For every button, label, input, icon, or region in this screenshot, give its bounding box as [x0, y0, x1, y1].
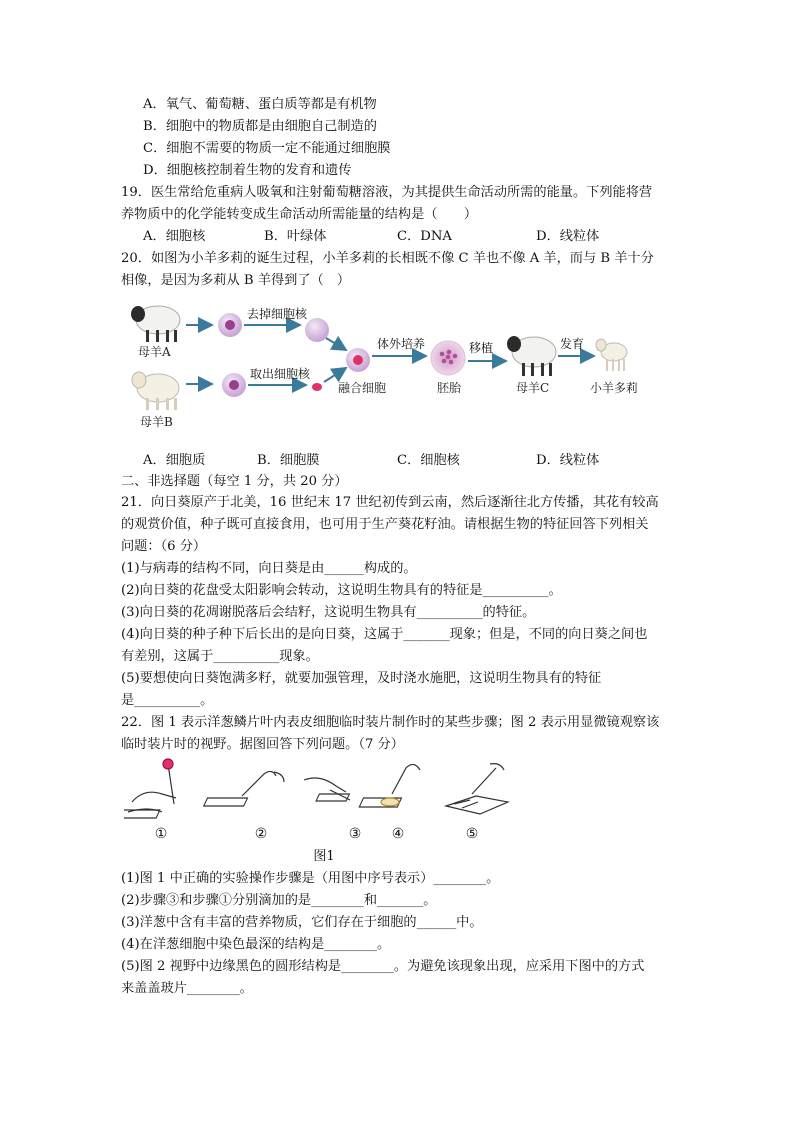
fused-cell-label: 融合细胞 — [338, 381, 387, 395]
culture-label: 体外培养 — [377, 337, 426, 351]
dolly-cloning-diagram — [124, 292, 644, 442]
q20-option-d: D．线粒体 — [536, 453, 600, 468]
sheep-a-label: 母羊A — [138, 345, 171, 359]
transplant-label: 移植 — [469, 341, 494, 355]
body-cell-b — [222, 373, 246, 397]
step-label-4: ④ — [391, 826, 405, 842]
q18-option-b: B．细胞中的物质都是由细胞自己制造的 — [143, 119, 377, 134]
step-3-hand-slide-icon — [304, 778, 350, 801]
figure-1-caption: 图1 — [313, 849, 335, 864]
q19-option-d: D．线粒体 — [536, 229, 600, 244]
q18-option-c: C．细胞不需要的物质一定不能通过细胞膜 — [143, 141, 391, 156]
step-1-dropper-icon — [124, 759, 176, 818]
q22-item-5-cont: 来盖盖玻片________。 — [121, 981, 253, 996]
take-nucleus-label: 取出细胞核 — [250, 367, 311, 381]
q21-stem-line1: 21．向日葵原产于北美，16 世纪末 17 世纪初传到云南，然后逐渐往北方传播，其花有较高 — [121, 495, 659, 510]
nucleus-b — [312, 383, 322, 391]
q20-stem-line1: 20．如图为小羊多莉的诞生过程，小羊多莉的长相既不像 C 羊也不像 A 羊，而与 B 羊十分 — [121, 251, 654, 266]
q22-stem-line2: 临时装片时的视野。据图回答下列问题。（7 分） — [121, 737, 404, 752]
q20-option-b: B．细胞膜 — [257, 453, 320, 468]
dolly-label: 小羊多莉 — [590, 381, 639, 395]
slide-preparation-figure — [124, 754, 524, 864]
step-4-coverslip-icon — [359, 764, 420, 807]
q19-option-b: B．叶绿体 — [264, 229, 327, 244]
q19-option-c: C．DNA — [397, 229, 452, 244]
dolly-lamb-icon — [596, 339, 627, 371]
step-label-2: ② — [254, 826, 268, 842]
q21-stem-line3: 问题：（6 分） — [121, 539, 207, 554]
q21-item-2: (2)向日葵的花盘受太阳影响会转动，这说明生物具有的特征是__________。 — [121, 583, 562, 598]
q22-item-5: (5)图 2 视野中边缘黑色的圆形结构是________。为避免该现象出现，应采用下图中的方式 — [121, 959, 645, 974]
embryo — [431, 341, 465, 375]
step-5-cover-glass-icon — [446, 764, 508, 814]
q22-item-4: (4)在洋葱细胞中染色最深的结构是________。 — [121, 937, 391, 952]
step-2-pipette-icon — [204, 771, 284, 806]
fused-cell — [346, 348, 370, 372]
q20-option-c: C．细胞核 — [397, 453, 460, 468]
q21-stem-line2: 的观赏价值，种子既可直接食用，也可用于生产葵花籽油。请根据生物的特征回答下列相关 — [121, 517, 649, 532]
q22-item-2: (2)步骤③和步骤①分别滴加的是________和_______。 — [121, 893, 437, 908]
sheep-c-icon — [507, 336, 556, 376]
q22-item-3: (3)洋葱中含有丰富的营养物质，它们存在于细胞的______中。 — [121, 915, 483, 930]
q20-stem-line2: 相像，是因为多莉从 B 羊得到了（ ） — [121, 273, 351, 288]
sheep-c-label: 母羊C — [516, 381, 550, 395]
q21-item-4: (4)向日葵的种子种下后长出的是向日葵，这属于_______现象；但是，不同的向日葵之间也 — [121, 627, 648, 642]
q21-item-1: (1)与病毒的结构不同，向日葵是由______构成的。 — [121, 561, 417, 576]
q21-item-5-cont: 是__________。 — [121, 693, 214, 708]
enucleated-cell — [305, 318, 329, 342]
q21-item-5: (5)要想使向日葵饱满多籽，就要加强管理，及时浇水施肥，这说明生物具有的特征 — [121, 671, 602, 686]
q21-item-4-cont: 有差别，这属于__________现象。 — [121, 649, 319, 664]
q18-option-a: A．氧气、葡萄糖、蛋白质等都是有机物 — [143, 97, 377, 112]
q19-stem-line2: 养物质中的化学能转变成生命活动所需能量的结构是（ ） — [121, 207, 478, 222]
q20-option-a: A．细胞质 — [143, 453, 206, 468]
sheep-a-icon — [131, 306, 180, 342]
q18-option-d: D．细胞核控制着生物的发育和遗传 — [143, 163, 352, 178]
q22-stem-line1: 22．图 1 表示洋葱鳞片叶内表皮细胞临时装片制作时的某些步骤；图 2 表示用显微镜观察该 — [121, 715, 660, 730]
remove-nucleus-label: 去掉细胞核 — [247, 307, 308, 321]
develop-label: 发育 — [560, 337, 585, 351]
q19-stem-line1: 19．医生常给危重病人吸氧和注射葡萄糖溶液，为其提供生命活动所需的能量。下列能将营 — [121, 185, 653, 200]
q19-option-a: A．细胞核 — [143, 229, 206, 244]
embryo-label: 胚胎 — [437, 381, 462, 395]
step-label-5: ⑤ — [465, 826, 479, 842]
section-2-heading: 二、非选择题（每空 1 分，共 20 分） — [121, 474, 348, 489]
sheep-b-icon — [132, 372, 179, 410]
step-label-3: ③ — [348, 826, 362, 842]
sheep-b-label: 母羊B — [140, 415, 173, 429]
egg-cell-a — [218, 313, 242, 337]
step-label-1: ① — [154, 826, 168, 842]
q21-item-3: (3)向日葵的花凋谢脱落后会结籽，这说明生物具有__________的特征。 — [121, 605, 536, 620]
q22-item-1: (1)图 1 中正确的实验操作步骤是（用图中序号表示）________。 — [121, 871, 500, 886]
